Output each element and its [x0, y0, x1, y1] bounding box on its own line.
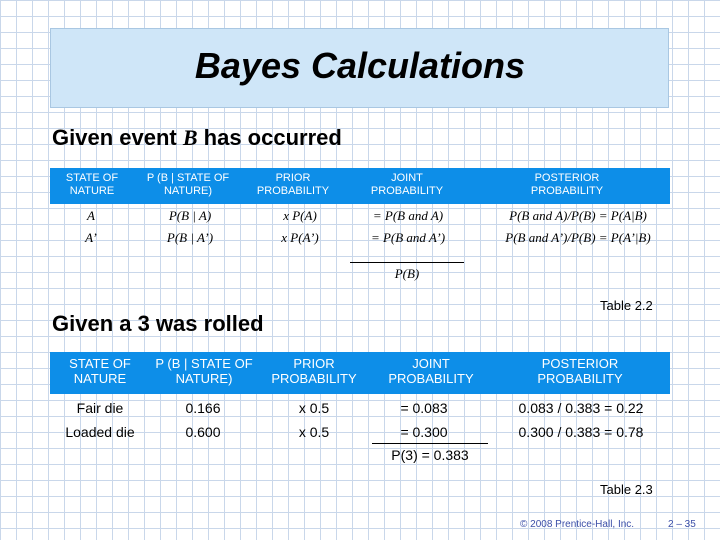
- table2-cell-joint: = 0.300: [400, 424, 448, 440]
- table2-cell-joint: = 0.083: [400, 400, 448, 416]
- table2-cell-likelihood: 0.600: [185, 424, 221, 440]
- table2-header-prior: PRIOR PROBABILITY: [271, 356, 357, 386]
- table2-header: [50, 352, 670, 394]
- table2-header-state: STATE OF NATURE: [69, 356, 131, 386]
- table2-header-likelihood: P (B | STATE OF NATURE): [155, 356, 253, 386]
- table1-cell-posterior: P(B and A)/P(B) = P(A|B): [509, 208, 647, 223]
- table1-cell-state: A: [87, 208, 95, 223]
- table2-header-posterior: POSTERIOR PROBABILITY: [537, 356, 623, 386]
- section2-heading: Given a 3 was rolled: [52, 311, 264, 336]
- table2-sum-rule: [372, 443, 488, 444]
- table2-cell-prior: x 0.5: [298, 424, 330, 440]
- table1-caption: Table 2.2: [600, 298, 653, 313]
- table1-header: [50, 168, 670, 204]
- table1-cell-posterior: P(B and A’)/P(B) = P(A’|B): [505, 230, 651, 245]
- section1-heading-suffix: has occurred: [197, 125, 342, 150]
- table2-cell-posterior: 0.300 / 0.383 = 0.78: [518, 424, 644, 440]
- table1-cell-prior: x P(A): [283, 208, 317, 223]
- table1-cell-likelihood: P(B | A’): [166, 230, 214, 245]
- table1-cell-state: A’: [85, 230, 97, 245]
- table1-header-state: STATE OF NATURE: [65, 172, 119, 197]
- table1-cell-likelihood: P(B | A): [168, 208, 212, 223]
- table2-header-joint: JOINT PROBABILITY: [388, 356, 474, 386]
- slide-title: Bayes Calculations: [194, 45, 526, 86]
- table2-sum-label: P(3) = 0.383: [391, 447, 469, 463]
- table1-cell-prior: x P(A’): [281, 230, 319, 245]
- table2-cell-prior: x 0.5: [298, 400, 330, 416]
- table2-cell-state: Loaded die: [65, 424, 135, 440]
- copyright-text: © 2008 Prentice-Hall, Inc.: [520, 519, 635, 530]
- table1-cell-joint: = P(B and A’): [370, 230, 446, 245]
- table2-cell-posterior: 0.083 / 0.383 = 0.22: [518, 400, 644, 416]
- table2-cell-likelihood: 0.166: [185, 400, 221, 416]
- table1-header-posterior: POSTERIOR PROBABILITY: [530, 172, 604, 197]
- table1-sum-label: P(B): [394, 266, 420, 281]
- table1-header-likelihood: P (B | STATE OF NATURE): [146, 172, 230, 197]
- table1-sum-rule: [350, 262, 464, 263]
- table2-caption: Table 2.3: [600, 482, 653, 497]
- section1-heading: [52, 125, 342, 151]
- page-number: 2 – 35: [668, 519, 696, 530]
- table1-cell-joint: = P(B and A): [372, 208, 444, 223]
- table1-header-joint: JOINT PROBABILITY: [370, 172, 444, 197]
- table2-cell-state: Fair die: [76, 400, 124, 416]
- section1-heading-prefix: Given event: [52, 125, 183, 150]
- table1-header-prior: PRIOR PROBABILITY: [256, 172, 330, 197]
- section1-heading-var: B: [182, 125, 198, 150]
